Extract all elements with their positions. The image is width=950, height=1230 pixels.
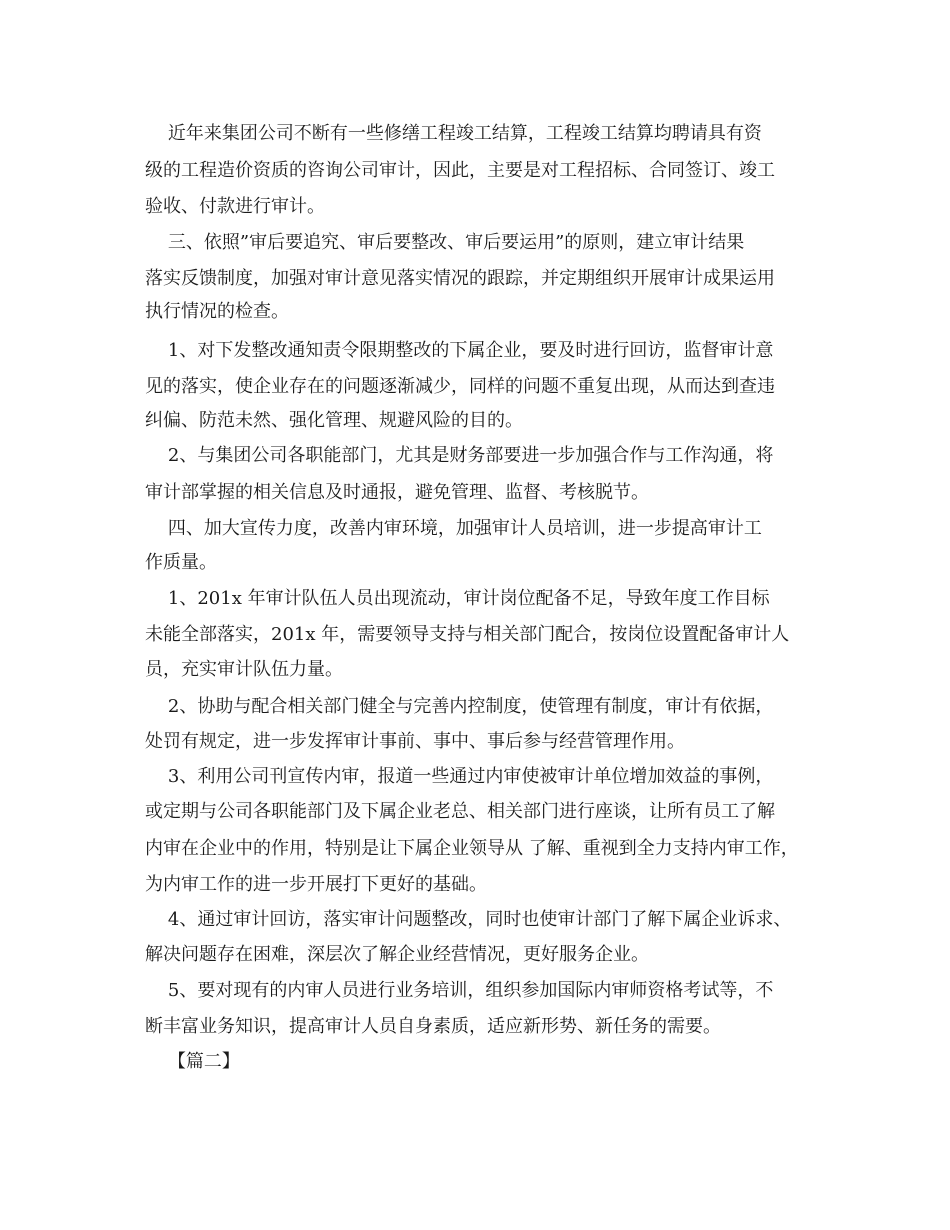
text-line: 落实反馈制度，加强对审计意见落实情况的跟踪，并定期组织开展审计成果运用 [145,268,775,289]
text-line: 或定期与公司各职能部门及下属企业老总、相关部门进行座谈，让所有员工了解 [145,801,775,822]
text-line: 四、加大宣传力度，改善内审环境，加强审计人员培训，进一步提高审计工 [145,518,762,539]
text-line: 断丰富业务知识，提高审计人员自身素质，适应新形势、新任务的需要。 [145,1016,721,1037]
text-line: 为内审工作的进一步开展打下更好的基础。 [145,874,487,895]
text-line: 解决问题存在困难，深层次了解企业经营情况，更好服务企业。 [145,944,649,965]
text-line: 见的落实，使企业存在的问题逐渐减少，同样的问题不重复出现，从而达到查违 [145,376,775,397]
text-line: 员，充实审计队伍力量。 [145,659,343,680]
text-line: 审计部掌握的相关信息及时通报，避免管理、监督、考核脱节。 [145,482,649,503]
section-heading: 【篇二】 [145,1051,240,1072]
text-line: 4、通过审计回访，落实审计问题整改，同时也使审计部门了解下属企业诉求、 [145,909,792,930]
text-line: 5、要对现有的内审人员进行业务培训，组织参加国际内审师资格考试等，不 [145,980,774,1001]
text-line: 验收、付款进行审计。 [145,196,325,217]
text-line: 未能全部落实，201x 年，需要领导支持与相关部门配合，按岗位设置配备审计人 [145,624,790,645]
text-line: 作质量。 [145,552,217,573]
text-line: 处罚有规定，进一步发挥审计事前、事中、事后参与经营管理作用。 [145,731,685,752]
text-line: 2、协助与配合相关部门健全与完善内控制度，使管理有制度，审计有依据， [145,696,774,717]
text-line: 纠偏、防范未然、强化管理、规避风险的目的。 [145,410,523,431]
text-line: 近年来集团公司不断有一些修缮工程竣工结算，工程竣工结算均聘请具有资 [145,123,762,144]
text-line: 1、对下发整改通知责令限期整改的下属企业，要及时进行回访，监督审计意 [145,340,774,361]
text-line: 2、与集团公司各职能部门，尤其是财务部要进一步加强合作与工作沟通，将 [145,445,774,466]
text-line: 三、依照”审后要追究、审后要整改、审后要运用”的原则，建立审计结果 [145,232,745,253]
text-line: 1、201x 年审计队伍人员出现流动，审计岗位配备不足，导致年度工作目标 [145,588,770,609]
text-line: 级的工程造价资质的咨询公司审计，因此，主要是对工程招标、合同签订、竣工 [145,160,775,181]
text-line: 内审在企业中的作用，特别是让下属企业领导从 了解、重视到全力支持内审工作， [145,838,799,859]
text-line: 3、利用公司刊宣传内审，报道一些通过内审使被审计单位增加效益的事例， [145,766,774,787]
text-line: 执行情况的检查。 [145,301,289,322]
